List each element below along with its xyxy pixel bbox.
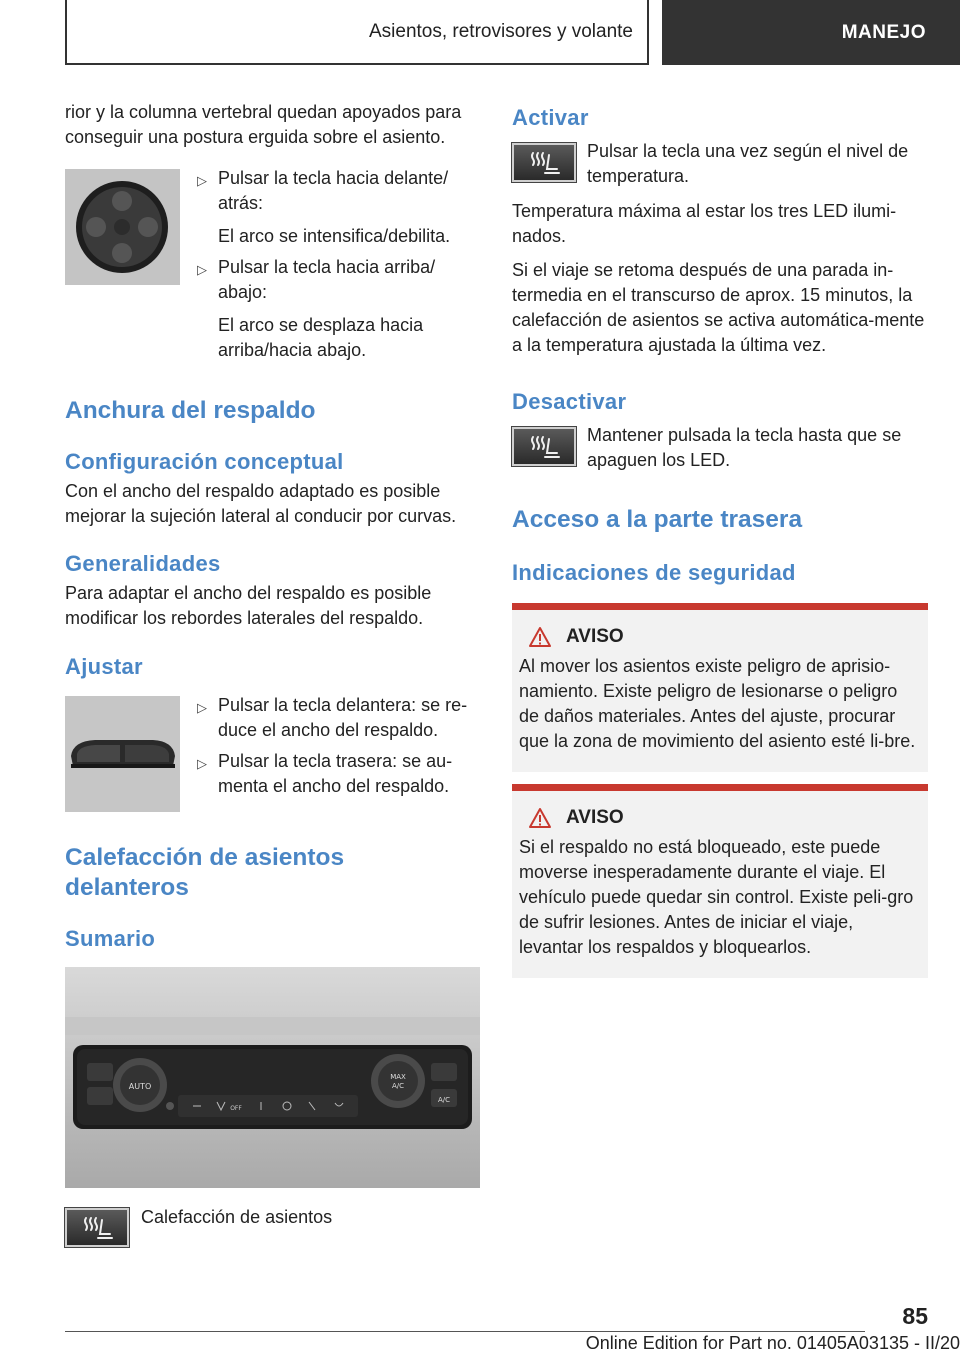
warning-triangle-icon	[528, 626, 552, 648]
instruction-action: Pulsar la tecla hacia arriba/ abajo:	[218, 257, 436, 302]
lumbar-block	[65, 169, 480, 363]
heading-summary: Sumario	[65, 926, 156, 951]
adjust-instructions	[180, 693, 480, 799]
warning-label: AVISO	[566, 807, 624, 828]
instruction-result: El arco se intensifica/debilita.	[218, 226, 451, 246]
header-chapter-tab	[662, 0, 960, 65]
panel-label-ac-knob: A/C	[391, 1082, 405, 1090]
instruction-result: El arco se desplaza hacia arriba/hacia abajo.	[218, 315, 424, 360]
panel-label-ac-button: A/C	[437, 1096, 451, 1104]
footer-edition: Online Edition for Part no. 01405A03135 - II/20	[585, 1333, 960, 1353]
adjust-block	[65, 696, 480, 812]
climate-panel-photo	[65, 967, 480, 1188]
deactivate-paragraph: Mantener pulsada la tecla hasta que se apaguen los LED.	[587, 425, 902, 470]
left-column	[65, 100, 480, 1247]
activate-paragraph: Pulsar la tecla una vez según el nivel de temperatura.	[587, 141, 909, 186]
concept-paragraph: Con el ancho del respaldo adaptado es posible mejorar la sujeción lateral al conducir por curvas.	[65, 481, 457, 526]
lumbar-instructions	[180, 166, 480, 363]
activate-block	[512, 143, 928, 189]
max-temp-paragraph: Temperatura máxima al estar los tres LED ilumi-nados.	[512, 201, 897, 246]
panel-label-max: MAX	[390, 1073, 406, 1081]
warning-header	[519, 807, 920, 829]
seat-heating-icon	[527, 149, 561, 177]
bullet-triangle-icon: ▷	[197, 756, 207, 771]
list-item	[180, 166, 480, 249]
panel-label-off: OFF	[230, 1105, 242, 1112]
seat-heating-caption: Calefacción de asientos	[141, 1207, 333, 1227]
header-chapter-title: MANEJO	[841, 21, 926, 43]
lumbar-switch-icon	[65, 169, 180, 285]
resume-paragraph: Si el viaje se retoma después de una parada in-termedia en el transcurso de aprox. 15 minutos, la calefacción de asientos se activa automática-mente a la temperatura ajustada la última vez.	[512, 260, 925, 355]
warning-box	[512, 603, 928, 772]
heading-safety: Indicaciones de seguridad	[512, 560, 796, 585]
seat-heating-button-deactivate	[512, 427, 576, 466]
bullet-triangle-icon: ▷	[197, 262, 207, 277]
list-item	[180, 255, 480, 363]
heading-rear-access: Acceso a la parte trasera	[512, 506, 803, 533]
page-number: 85	[902, 1303, 928, 1329]
warning-header	[519, 626, 920, 648]
instruction-action: Pulsar la tecla hacia delante/ atrás:	[218, 168, 449, 213]
heading-adjust: Ajustar	[65, 654, 143, 679]
deactivate-block	[512, 427, 928, 473]
seat-heating-button-activate	[512, 143, 576, 182]
header-section-tab	[65, 0, 649, 65]
warning-triangle-icon	[528, 807, 552, 829]
lumbar-switch-photo	[65, 169, 180, 285]
warning-label: AVISO	[566, 626, 624, 647]
width-switch-photo	[65, 696, 180, 812]
warning-box	[512, 784, 928, 978]
heading-general: Generalidades	[65, 551, 221, 576]
heading-backrest-width: Anchura del respaldo	[65, 397, 316, 424]
warning-text: Al mover los asientos existe peligro de aprisio-namiento. Existe peligro de lesionarse o peligro de daños materiales. Antes del ajuste, procurar que la zona de movimiento del asiento esté li-bre.	[519, 656, 916, 751]
list-item	[180, 693, 480, 743]
bullet-triangle-icon: ▷	[197, 700, 207, 715]
instruction-text: Pulsar la tecla trasera: se au-menta el ancho del respaldo.	[218, 751, 453, 796]
warning-text: Si el respaldo no está bloqueado, este puede moverse inesperadamente durante el viaje. El vehículo puede quedar sin control. Existe peli-gro de sufrir lesiones. Antes de iniciar el viaje, levantar los respaldos y bloquearlos.	[519, 837, 914, 957]
width-switch-icon	[65, 696, 180, 812]
seat-heating-icon	[527, 433, 561, 461]
header-section-title: Asientos, retrovisores y volante	[368, 20, 633, 42]
heading-deactivate: Desactivar	[512, 389, 627, 414]
heading-concept: Configuración conceptual	[65, 449, 344, 474]
seat-heating-button	[65, 1208, 129, 1247]
intro-paragraph: rior y la columna vertebral quedan apoyados para conseguir una postura erguida sobre el asiento.	[65, 102, 462, 147]
heading-activate: Activar	[512, 105, 589, 130]
seat-heating-icon	[80, 1214, 114, 1242]
seat-heating-legend	[65, 1208, 480, 1247]
general-paragraph: Para adaptar el ancho del respaldo es posible modificar los rebordes laterales del respaldo.	[65, 583, 432, 628]
instruction-text: Pulsar la tecla delantera: se re-duce el ancho del respaldo.	[218, 695, 468, 740]
bullet-triangle-icon: ▷	[197, 173, 207, 188]
footer-divider	[65, 1331, 865, 1332]
right-column	[512, 104, 928, 978]
list-item	[180, 749, 480, 799]
panel-label-auto: AUTO	[128, 1082, 152, 1091]
heading-seat-heating: Calefacción de asientos delanteros	[65, 844, 345, 901]
climate-control-panel-icon	[65, 967, 480, 1188]
